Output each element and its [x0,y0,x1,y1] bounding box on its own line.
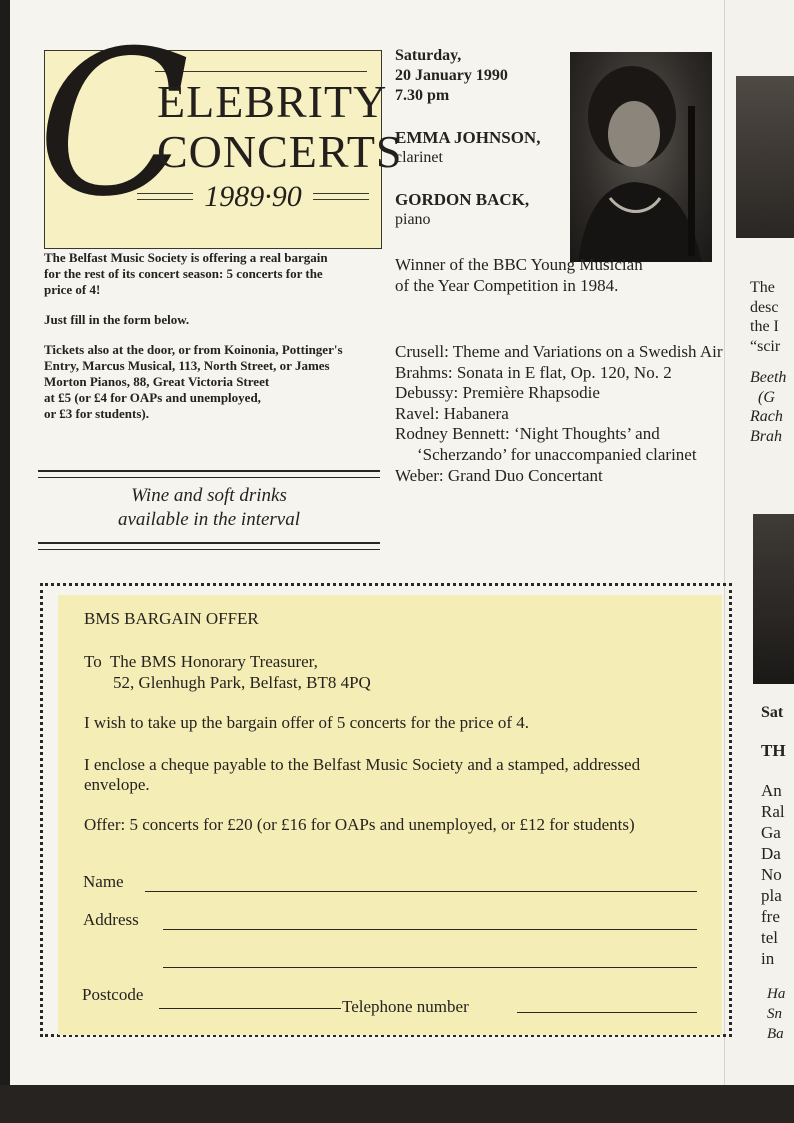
performer-photo [570,52,712,262]
logo-line-celebrity: ELEBRITY [157,76,388,127]
adjacent-line: Ral [761,802,785,821]
portrait-silhouette [570,52,712,262]
adjacent-photo-bottom [753,514,794,684]
form-recipient [84,651,371,693]
adjacent-line: pla [761,886,782,905]
adjacent-programme [767,984,785,1044]
logo-season [137,181,369,213]
programme-item: Brahms: Sonata in E flat, Op. 120, No. 2 [395,362,672,382]
recipient-address: 52, Glenhugh Park, Belfast, BT8 4PQ [113,673,371,692]
divider-top [38,470,380,478]
name-field[interactable] [145,891,697,892]
winner-note: Winner of the BBC Young Musician of the Year Competition in 1984. [395,255,643,295]
form-wish: I wish to take up the bargain offer of 5 concerts for the price of 4. [84,713,529,732]
concert-date: 20 January 1990 [395,67,508,84]
adjacent-line: desc [750,298,779,316]
adjacent-programme [750,368,786,446]
address-field-line1[interactable] [163,929,697,930]
adjacent-line: tel [761,928,778,947]
table-surface [0,1085,794,1123]
adjacent-line: Rach [750,408,783,425]
adjacent-photo-top [736,76,794,238]
adjacent-line: Sn [767,1006,782,1022]
logo-initial-c: C [37,8,191,241]
concert-day: Saturday, [395,47,462,64]
programme-item: Debussy: Première Rhapsodie [395,383,600,403]
performer-gordon-back: GORDON BACK, [395,190,530,209]
adjacent-line: (G [750,388,775,406]
postcode-label: Postcode [82,985,144,1004]
postcode-field[interactable] [159,1008,341,1009]
programme-item: Crusell: Theme and Variations on a Swedish Air [395,342,723,361]
programme-item: Weber: Grand Duo Concertant [395,465,603,485]
adjacent-line: An [761,781,782,800]
adjacent-page [724,0,794,1085]
form-offer: Offer: 5 concerts for £20 (or £16 for OAPs and unemployed, or £12 for students) [84,815,635,834]
wine-line2: available in the interval [117,509,301,530]
logo-line-concerts: CONCERTS [157,126,403,177]
offer-fill-instruction: Just fill in the form below. [44,312,190,327]
celebrity-concerts-logo [37,8,403,249]
adjacent-line: Brah [750,427,782,445]
adjacent-line: No [761,865,782,884]
adjacent-line: in [761,949,775,968]
programme-item: Ravel: Habanera [395,403,509,423]
concert-details [395,46,565,230]
logo-year: 1989·90 [204,180,302,213]
ticket-prices-line1: at £5 (or £4 for OAPs and unemployed, [44,390,261,405]
wine-notice [38,484,380,532]
offer-description [44,250,344,422]
name-label: Name [83,872,124,891]
telephone-field[interactable] [517,1012,697,1013]
adjacent-line: fre [761,907,780,926]
form-title: BMS BARGAIN OFFER [84,609,259,628]
wine-line1: Wine and soft drinks [131,485,287,506]
adjacent-line: Ga [761,823,781,842]
address-field-line2[interactable] [163,967,697,968]
adjacent-line: Beeth [750,369,787,386]
instrument-clarinet: clarinet [395,149,443,166]
adjacent-line: Ba [767,1026,784,1042]
instrument-piano: piano [395,211,431,228]
adjacent-heading: TH [761,741,786,760]
ticket-prices-line2: or £3 for students). [44,406,149,421]
programme-list [395,342,725,486]
adjacent-line: Da [761,844,781,863]
telephone-label: Telephone number [342,997,469,1016]
recipient-line: To The BMS Honorary Treasurer, [84,652,318,671]
adjacent-text-block [750,278,780,356]
adjacent-text-block [761,780,785,969]
ticket-outlets: Tickets also at the door, or from Koinonia, Pottinger's Entry, Marcus Musical, 113, North Street, or James Morton Pianos, 88, Great Victoria Street [44,342,343,389]
adjacent-line: the I [750,318,779,335]
adjacent-line: “scir [750,337,781,355]
adjacent-date: Sat [761,704,784,721]
form-enclose: I enclose a cheque payable to the Belfast Music Society and a stamped, addressed envelope. [84,755,641,794]
adjacent-line: Ha [767,986,786,1002]
programme-item: Rodney Bennett: ‘Night Thoughts’ and ‘Scherzando’ for unaccompanied clarinet [395,424,697,464]
concert-time: 7.30 pm [395,87,450,104]
performer-emma-johnson: EMMA JOHNSON, [395,128,541,147]
offer-intro: The Belfast Music Society is offering a real bargain for the rest of its concert season: 5 concerts for the price of 4! [44,250,328,297]
address-label: Address [83,910,139,929]
divider-bottom [38,542,380,550]
adjacent-line: The [750,279,775,296]
